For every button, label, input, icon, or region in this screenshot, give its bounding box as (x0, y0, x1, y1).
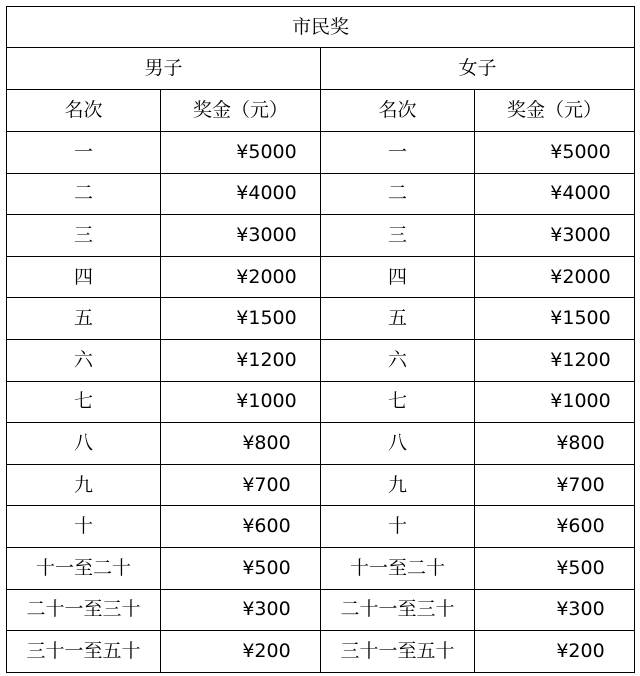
rank-cell-women: 十一至二十 (321, 547, 475, 589)
prize-cell-men: ¥800 (161, 423, 321, 465)
col-header-rank-men: 名次 (7, 90, 161, 132)
prize-cell-women: ¥4000 (475, 173, 635, 215)
table-row (7, 381, 635, 423)
prize-cell-women: ¥200 (475, 631, 635, 673)
prize-cell-men: ¥1500 (161, 298, 321, 340)
col-header-rank-women: 名次 (321, 90, 475, 132)
prize-cell-men: ¥2000 (161, 256, 321, 298)
rank-cell-men: 八 (7, 423, 161, 465)
prize-table (6, 6, 635, 673)
rank-cell-women: 二十一至三十 (321, 589, 475, 631)
table-row (7, 132, 635, 174)
rank-cell-men: 一 (7, 132, 161, 174)
rank-cell-women: 十 (321, 506, 475, 548)
prize-cell-women: ¥1000 (475, 381, 635, 423)
col-header-prize-women: 奖金（元） (475, 90, 635, 132)
prize-cell-women: ¥500 (475, 547, 635, 589)
rank-cell-women: 六 (321, 339, 475, 381)
group-header-men: 男子 (7, 48, 321, 90)
rank-cell-men: 十 (7, 506, 161, 548)
prize-cell-men: ¥1000 (161, 381, 321, 423)
prize-cell-women: ¥300 (475, 589, 635, 631)
table-row (7, 298, 635, 340)
rank-cell-men: 六 (7, 339, 161, 381)
rank-cell-women: 七 (321, 381, 475, 423)
prize-cell-men: ¥300 (161, 589, 321, 631)
rank-cell-men: 二 (7, 173, 161, 215)
prize-cell-women: ¥3000 (475, 215, 635, 257)
rank-cell-women: 四 (321, 256, 475, 298)
prize-cell-men: ¥4000 (161, 173, 321, 215)
table-row (7, 464, 635, 506)
rank-cell-women: 五 (321, 298, 475, 340)
table-row (7, 173, 635, 215)
rank-cell-men: 三 (7, 215, 161, 257)
table-title: 市民奖 (7, 7, 635, 48)
prize-cell-men: ¥5000 (161, 132, 321, 174)
table-row (7, 339, 635, 381)
rank-cell-men: 三十一至五十 (7, 631, 161, 673)
prize-cell-women: ¥5000 (475, 132, 635, 174)
prize-cell-men: ¥200 (161, 631, 321, 673)
group-header-women: 女子 (321, 48, 635, 90)
prize-cell-men: ¥3000 (161, 215, 321, 257)
prize-cell-women: ¥600 (475, 506, 635, 548)
table-row (7, 547, 635, 589)
rank-cell-men: 十一至二十 (7, 547, 161, 589)
prize-cell-women: ¥2000 (475, 256, 635, 298)
prize-cell-men: ¥500 (161, 547, 321, 589)
prize-cell-women: ¥800 (475, 423, 635, 465)
rank-cell-men: 九 (7, 464, 161, 506)
rank-cell-men: 四 (7, 256, 161, 298)
prize-cell-women: ¥1200 (475, 339, 635, 381)
table-row (7, 215, 635, 257)
table-row (7, 423, 635, 465)
rank-cell-women: 三十一至五十 (321, 631, 475, 673)
prize-cell-women: ¥700 (475, 464, 635, 506)
table-row (7, 506, 635, 548)
prize-cell-women: ¥1500 (475, 298, 635, 340)
rank-cell-women: 八 (321, 423, 475, 465)
rank-cell-women: 二 (321, 173, 475, 215)
rank-cell-women: 九 (321, 464, 475, 506)
prize-cell-men: ¥600 (161, 506, 321, 548)
table-row (7, 589, 635, 631)
prize-cell-men: ¥1200 (161, 339, 321, 381)
prize-cell-men: ¥700 (161, 464, 321, 506)
table-row (7, 256, 635, 298)
table-row (7, 631, 635, 673)
rank-cell-men: 二十一至三十 (7, 589, 161, 631)
rank-cell-women: 三 (321, 215, 475, 257)
rank-cell-men: 五 (7, 298, 161, 340)
rank-cell-women: 一 (321, 132, 475, 174)
rank-cell-men: 七 (7, 381, 161, 423)
col-header-prize-men: 奖金（元） (161, 90, 321, 132)
